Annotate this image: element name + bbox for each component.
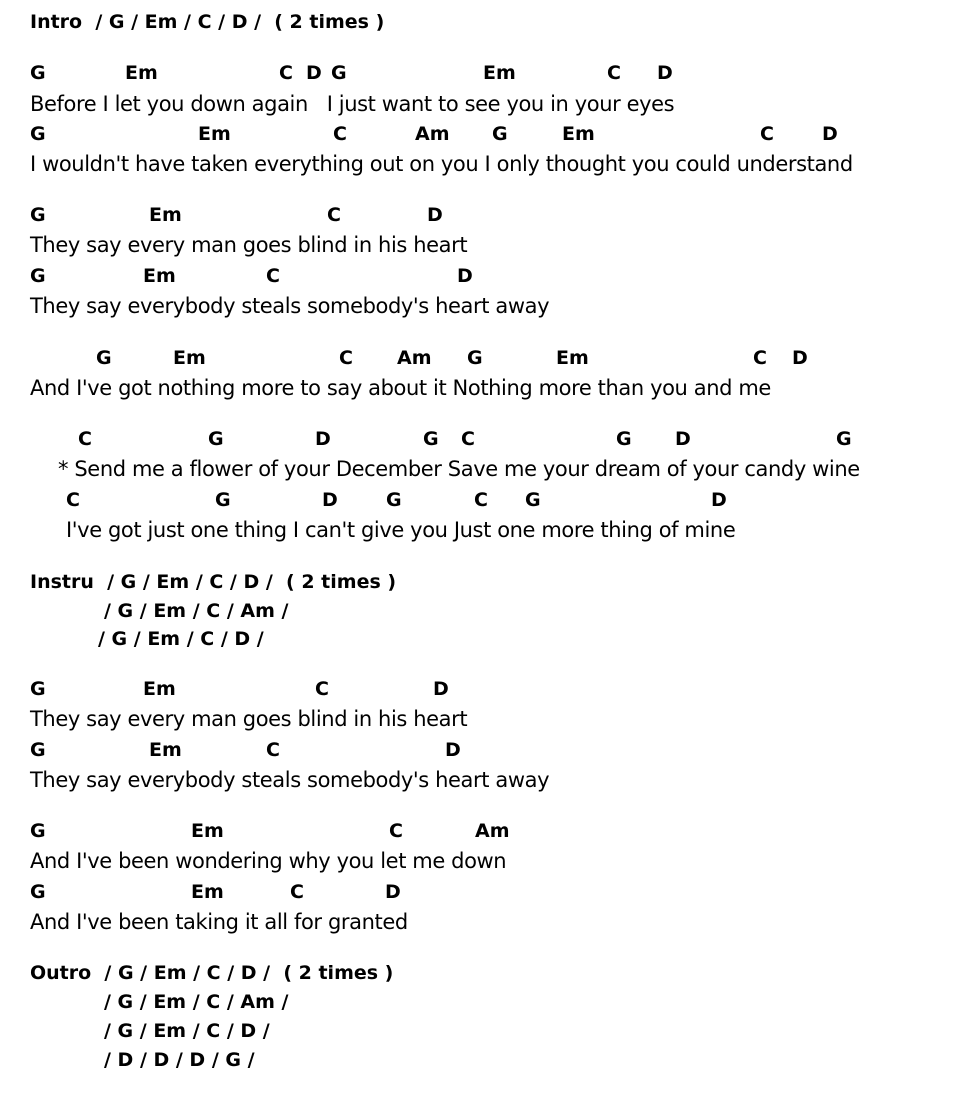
instru-heading: Instru / G / Em / C / D / ( 2 times ) bbox=[30, 571, 397, 593]
chord: G bbox=[386, 489, 402, 511]
chord: Em bbox=[149, 739, 182, 761]
chord: D bbox=[657, 62, 673, 84]
chord: G bbox=[30, 204, 46, 226]
outro-line: / G / Em / C / Am / bbox=[104, 991, 289, 1013]
chord: G bbox=[30, 265, 46, 287]
outro-line: / G / Em / C / D / bbox=[104, 1020, 270, 1042]
lyric-line: Before I let you down again I just want to see you in your eyes bbox=[30, 92, 675, 116]
outro-line: / D / D / D / G / bbox=[104, 1049, 255, 1071]
chord: G bbox=[30, 739, 46, 761]
chord: G bbox=[423, 428, 439, 450]
chord: C bbox=[315, 678, 329, 700]
chord: Em bbox=[149, 204, 182, 226]
chord: D bbox=[711, 489, 727, 511]
chord: G bbox=[30, 62, 46, 84]
chord: C bbox=[266, 739, 280, 761]
chord: D bbox=[322, 489, 338, 511]
chord: D bbox=[427, 204, 443, 226]
chord: C bbox=[461, 428, 475, 450]
chord: D bbox=[315, 428, 331, 450]
chord: D bbox=[385, 881, 401, 903]
lyric-line: And I've been taking it all for granted bbox=[30, 910, 408, 934]
chord: G bbox=[492, 123, 508, 145]
chord: Em bbox=[125, 62, 158, 84]
chord: C bbox=[474, 489, 488, 511]
lyric-line: I wouldn't have taken everything out on you I only thought you could understand bbox=[30, 152, 853, 176]
chord: C bbox=[607, 62, 621, 84]
chord: Em bbox=[191, 820, 224, 842]
instru-line: / G / Em / C / Am / bbox=[104, 600, 289, 622]
chord: D bbox=[822, 123, 838, 145]
chord: D bbox=[433, 678, 449, 700]
chord: C bbox=[290, 881, 304, 903]
chord: Am bbox=[415, 123, 450, 145]
chord: D bbox=[306, 62, 322, 84]
chord: Em bbox=[562, 123, 595, 145]
chord: C bbox=[333, 123, 347, 145]
chord: Em bbox=[191, 881, 224, 903]
chord: C bbox=[389, 820, 403, 842]
chord: G bbox=[96, 347, 112, 369]
chord: Em bbox=[556, 347, 589, 369]
instru-line: / G / Em / C / D / bbox=[98, 628, 264, 650]
intro-heading: Intro / G / Em / C / D / ( 2 times ) bbox=[30, 11, 385, 33]
chord: Am bbox=[475, 820, 510, 842]
chord: D bbox=[445, 739, 461, 761]
chord: G bbox=[30, 678, 46, 700]
lyric-line: They say every man goes blind in his heart bbox=[30, 233, 468, 257]
outro-heading: Outro / G / Em / C / D / ( 2 times ) bbox=[30, 962, 394, 984]
chord: G bbox=[525, 489, 541, 511]
chord: C bbox=[760, 123, 774, 145]
chord: G bbox=[616, 428, 632, 450]
chord: Em bbox=[173, 347, 206, 369]
chord: Em bbox=[143, 265, 176, 287]
chord: D bbox=[792, 347, 808, 369]
lyric-line: They say everybody steals somebody's heart away bbox=[30, 768, 550, 792]
lyric-line: They say every man goes blind in his heart bbox=[30, 707, 468, 731]
chord: C bbox=[78, 428, 92, 450]
chord: G bbox=[467, 347, 483, 369]
chord: G bbox=[208, 428, 224, 450]
chord: C bbox=[279, 62, 293, 84]
chord: Em bbox=[143, 678, 176, 700]
chord: D bbox=[457, 265, 473, 287]
chord: C bbox=[339, 347, 353, 369]
chord: G bbox=[836, 428, 852, 450]
chord: D bbox=[675, 428, 691, 450]
chord: C bbox=[327, 204, 341, 226]
chord: G bbox=[30, 820, 46, 842]
lyric-line: They say everybody steals somebody's heart away bbox=[30, 294, 550, 318]
chord: G bbox=[30, 123, 46, 145]
chord: C bbox=[266, 265, 280, 287]
chord: C bbox=[66, 489, 80, 511]
lyric-line: * Send me a flower of your December Save me your dream of your candy wine bbox=[58, 457, 860, 481]
chord: C bbox=[753, 347, 767, 369]
lyric-line: And I've got nothing more to say about it Nothing more than you and me bbox=[30, 376, 771, 400]
lyric-line: And I've been wondering why you let me down bbox=[30, 849, 507, 873]
lyric-line: I've got just one thing I can't give you Just one more thing of mine bbox=[66, 518, 736, 542]
chord: Am bbox=[397, 347, 432, 369]
chord: G bbox=[331, 62, 347, 84]
chord: G bbox=[30, 881, 46, 903]
chord: Em bbox=[483, 62, 516, 84]
chord: G bbox=[215, 489, 231, 511]
chord: Em bbox=[198, 123, 231, 145]
